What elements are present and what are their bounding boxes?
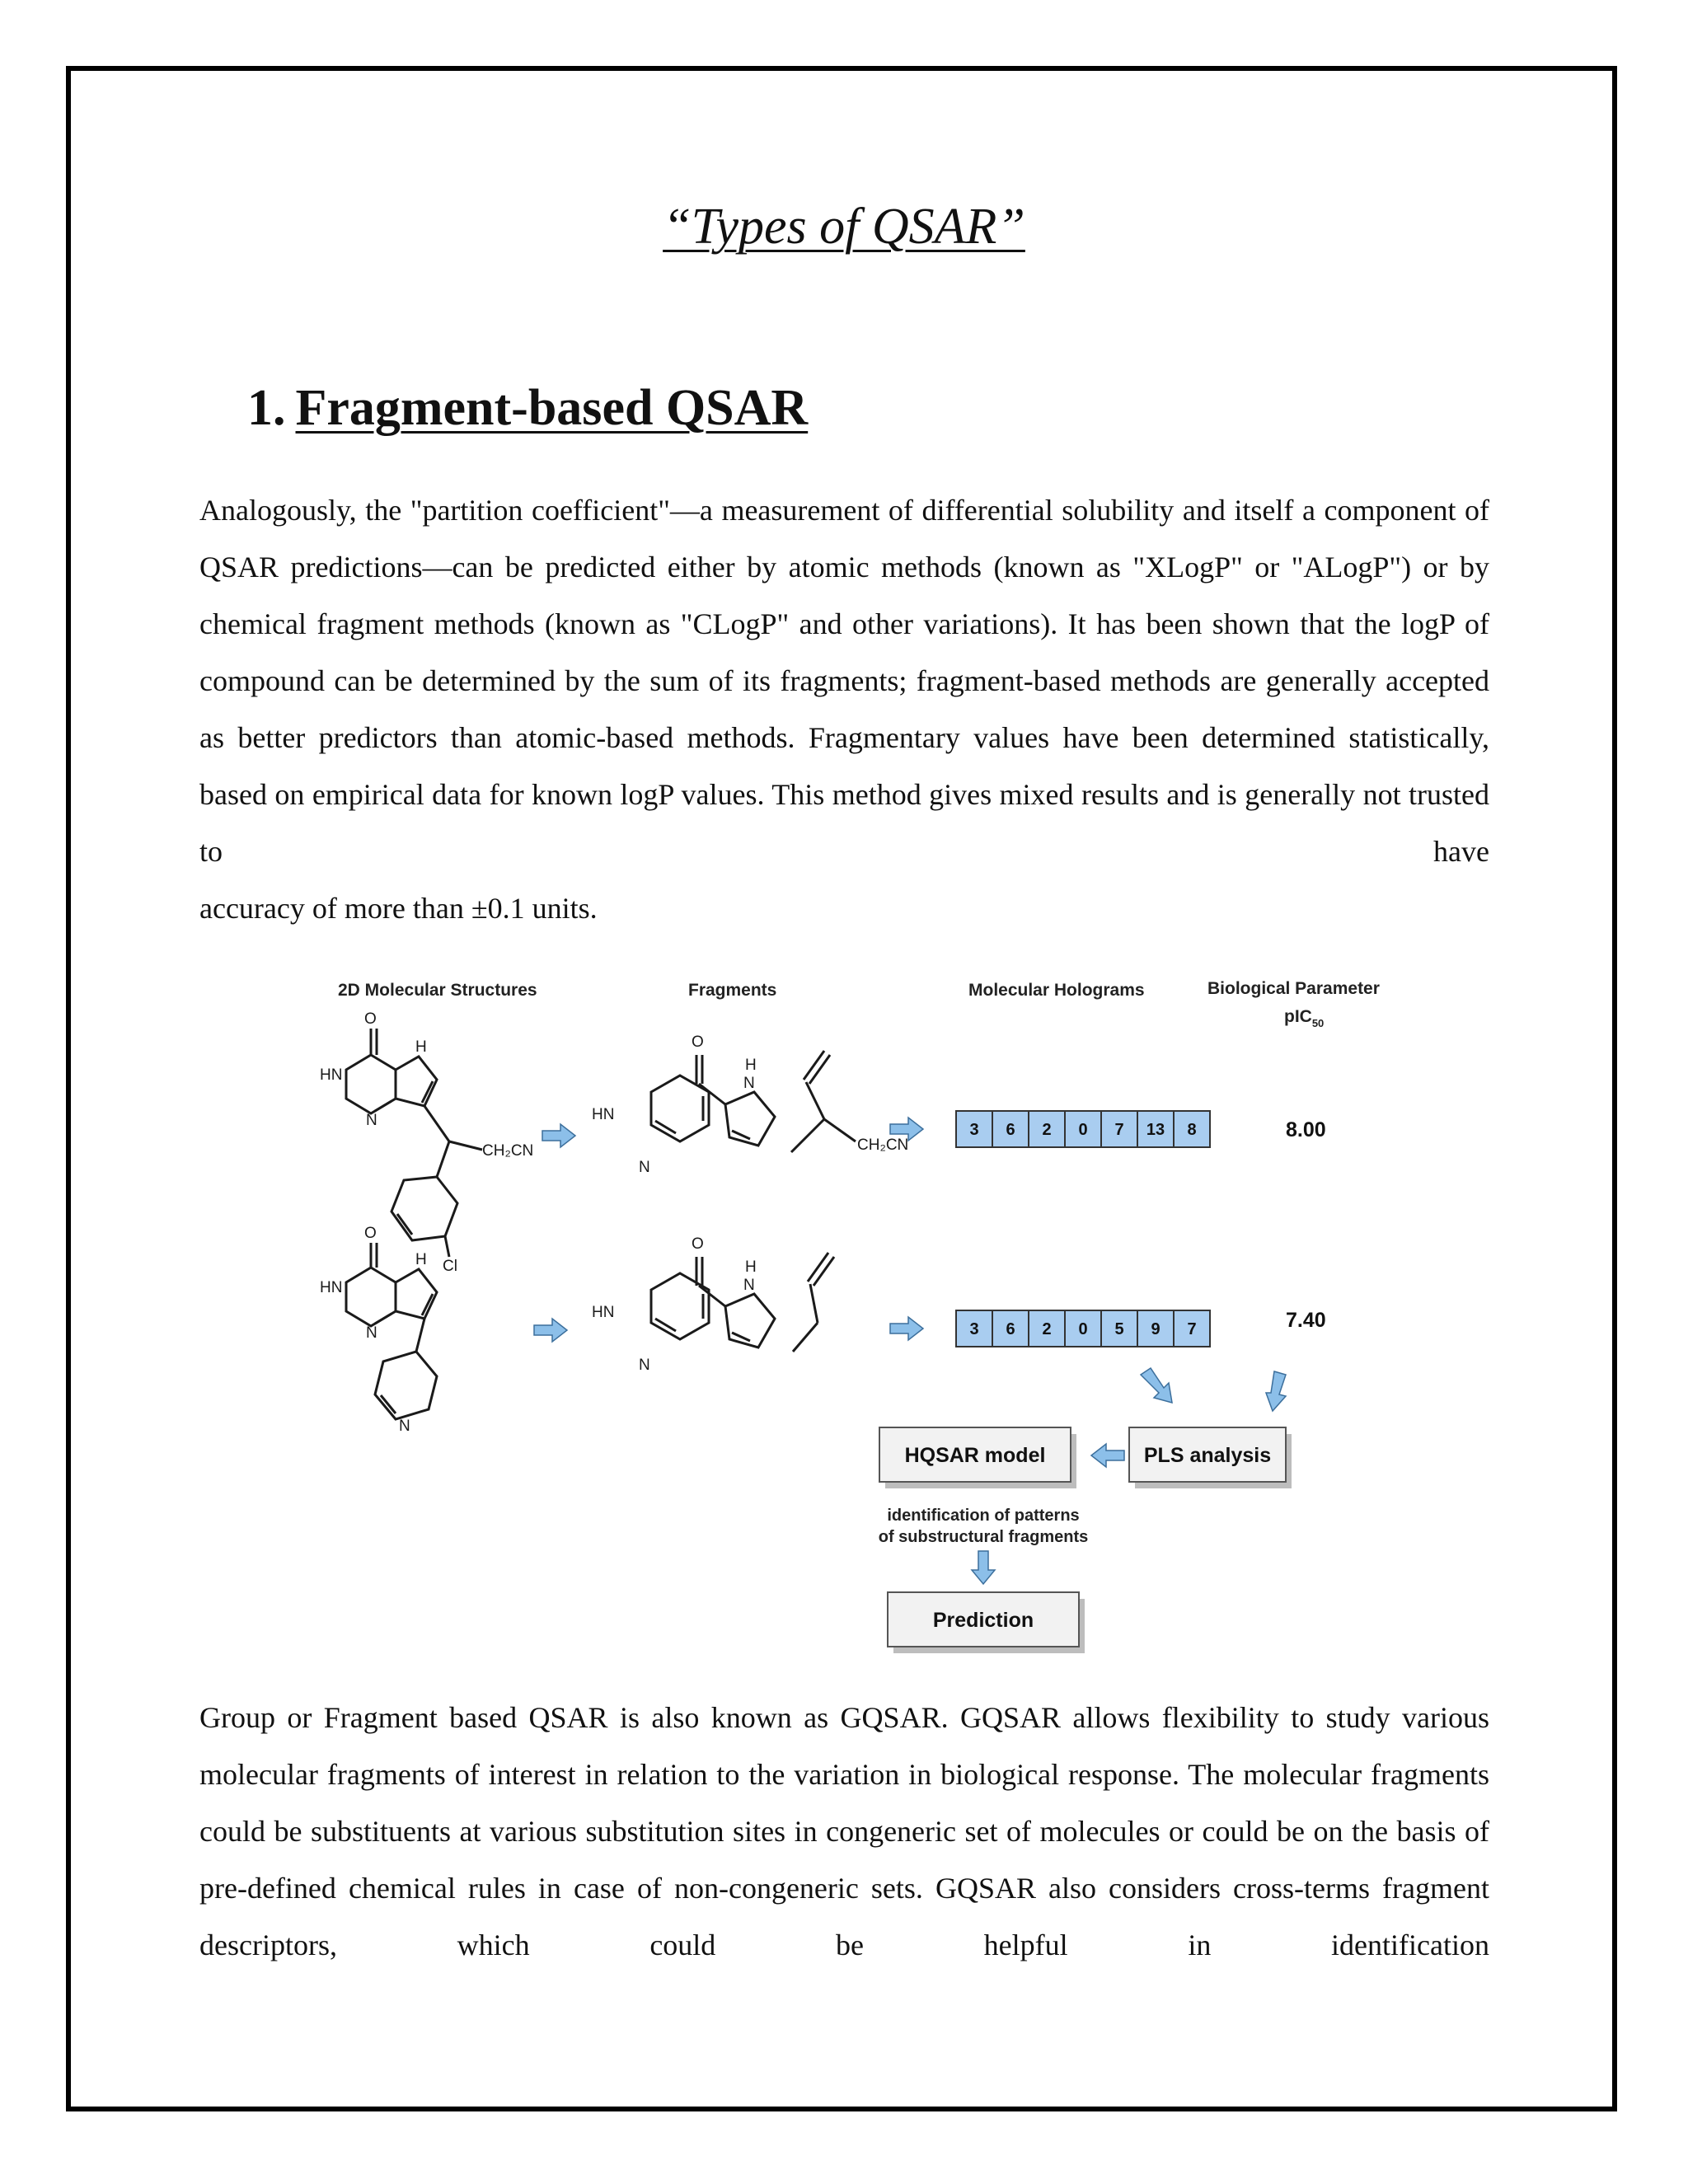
arrow-right-icon	[542, 1124, 575, 1147]
fragment-dihydropyrimidine-2	[651, 1273, 709, 1339]
atom-label: H	[745, 1057, 757, 1074]
fragment-alkyl-2	[793, 1253, 834, 1352]
paragraph-line: methods. Fragmentary values have been determined statistically, based on empirical data for	[199, 721, 1490, 811]
hologram-cell-value: 0	[1078, 1121, 1088, 1139]
hologram-cell-value: 7	[1187, 1320, 1197, 1338]
hologram-cell-value: 5	[1114, 1320, 1124, 1338]
paragraph-line: Group or Fragment based QSAR is also known as GQSAR. GQSAR allows flexibility to study	[199, 1701, 1390, 1734]
atom-label: Cl	[443, 1258, 457, 1275]
identification-note-line1: identification of patterns	[887, 1507, 1080, 1525]
molecular-hologram-1	[956, 1111, 1210, 1147]
atom-label: N	[639, 1357, 650, 1374]
page-title	[0, 198, 1688, 256]
atom-label: N	[743, 1277, 755, 1294]
atom-label: CH₂CN	[482, 1142, 534, 1160]
atom-label: N	[366, 1324, 377, 1342]
atom-label: N	[366, 1112, 377, 1129]
arrow-down-icon	[972, 1551, 995, 1584]
hologram-cell-value: 13	[1146, 1121, 1165, 1139]
column-heading-biological: Biological Parameter	[1207, 979, 1380, 998]
paragraph-line: molecular fragments could be substituents at various substitution sites in congeneric set of	[199, 1758, 1490, 1848]
atom-label: O	[364, 1225, 377, 1242]
arrow-right-icon	[890, 1317, 923, 1340]
section-heading-text: Fragment-based QSAR	[295, 380, 809, 436]
column-heading-fragments: Fragments	[688, 981, 777, 1000]
hologram-cell-value: 6	[1006, 1320, 1015, 1338]
bio-value-1: 8.00	[1286, 1118, 1326, 1141]
molecule-structure-1	[346, 1029, 482, 1257]
hologram-cell	[1029, 1111, 1065, 1147]
arrow-left-icon	[1091, 1444, 1124, 1467]
hqsar-workflow-figure	[313, 964, 1418, 1665]
hologram-cell-value: 2	[1042, 1121, 1052, 1139]
pls-analysis-box	[1129, 1427, 1292, 1488]
hologram-cell-value: 6	[1006, 1121, 1015, 1139]
atom-label: N	[639, 1159, 650, 1176]
hologram-cell	[1065, 1310, 1101, 1347]
hologram-cell-value: 3	[969, 1320, 979, 1338]
atom-label: HN	[320, 1066, 343, 1084]
hologram-cell	[1029, 1310, 1065, 1347]
paragraph-line: "XLogP" or "ALogP") or by chemical fragment methods (known as "CLogP" and other	[199, 551, 1490, 640]
hologram-cell-value: 7	[1114, 1121, 1124, 1139]
hqsar-model-label: HQSAR model	[904, 1444, 1046, 1467]
hologram-cell	[956, 1310, 992, 1347]
prediction-box	[888, 1592, 1085, 1653]
paragraph-line: component of QSAR predictions—can be predicted either by atomic methods (known as	[199, 494, 1489, 583]
arrow-down-icon	[1266, 1371, 1286, 1411]
paragraph-line: Analogously, the "partition coefficient"—a measurement of differential solubility and itself a	[199, 494, 1315, 527]
hologram-cell	[1137, 1111, 1174, 1147]
atom-label: O	[364, 1010, 377, 1028]
arrow-right-icon	[534, 1319, 567, 1342]
hologram-cell-value: 0	[1078, 1320, 1088, 1338]
atom-label: H	[745, 1258, 757, 1276]
atom-label: HN	[320, 1279, 343, 1296]
paragraph-line: known logP values. This method gives mixed results and is generally not trusted to have	[199, 778, 1490, 868]
bio-unit-label: pIC$_{50}$	[1284, 1007, 1325, 1029]
hqsar-model-box	[879, 1427, 1076, 1488]
hologram-cell	[1101, 1310, 1137, 1347]
hologram-cell-value: 2	[1042, 1320, 1052, 1338]
paragraph-line: accuracy of more than ±0.1 units.	[199, 892, 598, 925]
hologram-cell	[992, 1111, 1029, 1147]
atom-label: H	[415, 1038, 427, 1056]
fragment-alkyl-1	[791, 1051, 856, 1152]
atom-label: N	[743, 1075, 755, 1092]
paragraph-line: fragments; fragment-based methods are generally accepted as better predictors than atomic-based	[199, 664, 1490, 754]
prediction-label: Prediction	[932, 1609, 1034, 1632]
atom-label: O	[692, 1033, 704, 1051]
hologram-cell-value: 8	[1187, 1121, 1197, 1139]
atom-label: O	[692, 1235, 704, 1253]
hologram-cell	[1137, 1310, 1174, 1347]
hologram-cell	[1174, 1111, 1210, 1147]
paragraph-line: various molecular fragments of interest in relation to the variation in biological response. The	[199, 1701, 1490, 1791]
section-heading	[247, 379, 808, 438]
atom-label: H	[415, 1251, 427, 1268]
column-heading-holograms: Molecular Holograms	[968, 981, 1145, 1000]
hologram-cell	[1101, 1111, 1137, 1147]
molecular-hologram-2	[956, 1310, 1210, 1347]
hologram-cell	[956, 1111, 992, 1147]
pls-analysis-label: PLS analysis	[1143, 1444, 1272, 1467]
paragraph-line: GQSAR also considers cross-terms fragment descriptors, which could be helpful in identification	[199, 1872, 1489, 1961]
paragraph-partition-coefficient	[199, 482, 1489, 937]
atom-label: CH₂CN	[857, 1137, 909, 1154]
paragraph-line: molecules or could be on the basis of pre-defined chemical rules in case of non-congeneric sets.	[199, 1815, 1489, 1905]
hologram-cell	[1174, 1310, 1210, 1347]
paragraph-line: variations). It has been shown that the logP of compound can be determined by the sum of its	[199, 607, 1490, 697]
section-number: 1.	[247, 380, 286, 436]
page-title-text: “Types of QSAR”	[663, 199, 1025, 255]
column-heading-structures: 2D Molecular Structures	[338, 981, 537, 1000]
hologram-cell-value: 3	[969, 1121, 979, 1139]
molecule-structure-2	[346, 1243, 437, 1419]
atom-label: N	[399, 1418, 410, 1435]
bio-value-2: 7.40	[1286, 1309, 1326, 1332]
paragraph-gqsar	[199, 1690, 1489, 1974]
hologram-cell	[1065, 1111, 1101, 1147]
identification-note-line2: of substructural fragments	[878, 1528, 1089, 1546]
hologram-cell	[992, 1310, 1029, 1347]
arrow-down-icon	[1141, 1368, 1172, 1403]
atom-label: HN	[592, 1106, 615, 1123]
hologram-cell-value: 9	[1151, 1320, 1160, 1338]
atom-label: HN	[592, 1304, 615, 1321]
